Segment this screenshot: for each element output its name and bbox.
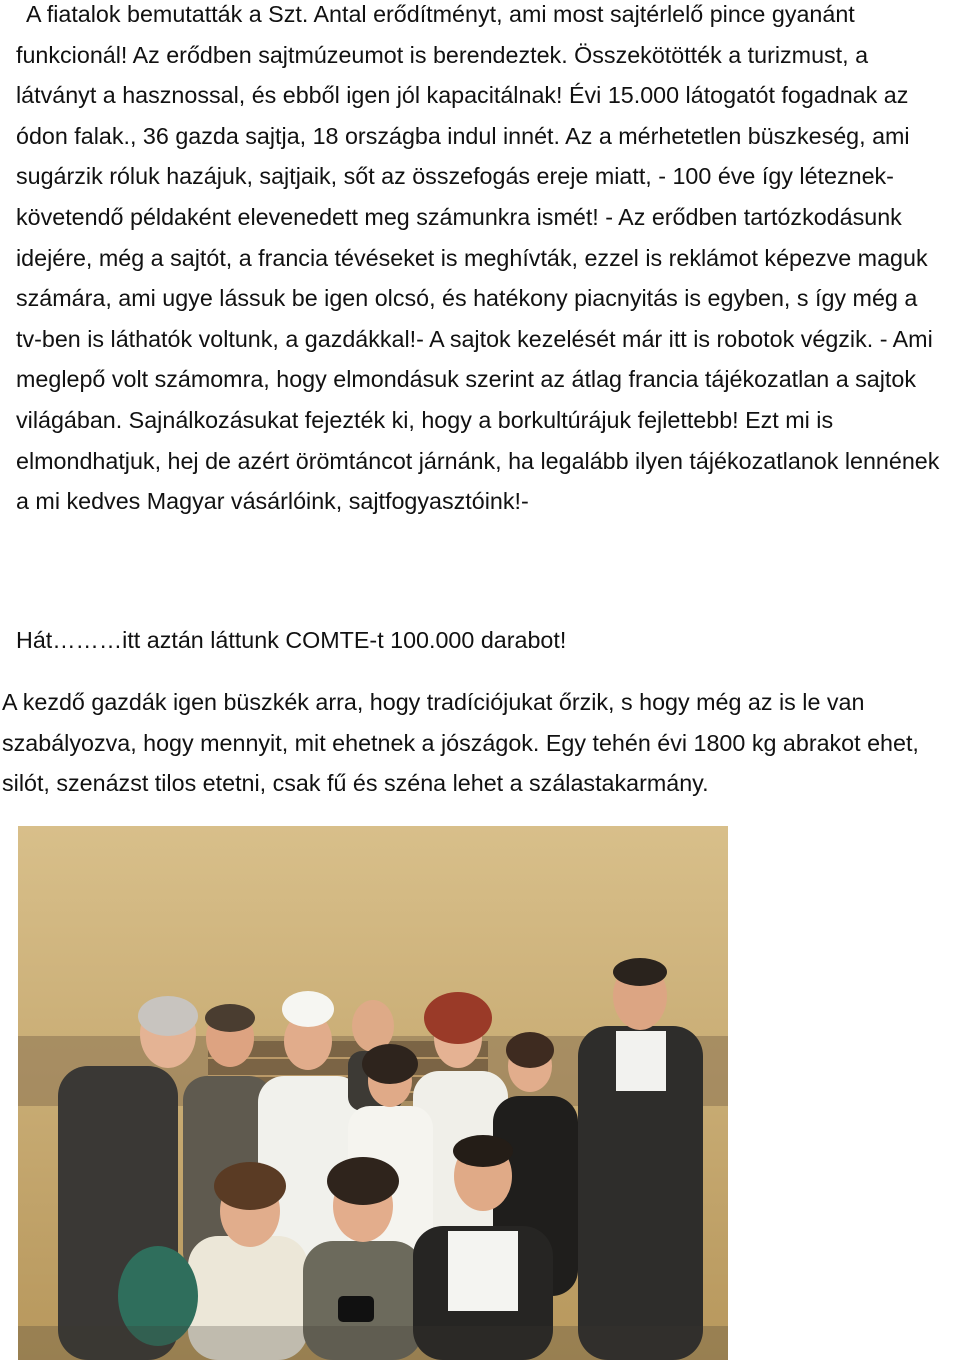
paragraph-comte: Hát………itt aztán láttunk COMTE-t 100.000 darabot!	[16, 627, 567, 653]
photo-floor	[18, 1326, 728, 1360]
group-photo-illustration	[18, 826, 728, 1360]
paragraph-intro	[16, 0, 946, 522]
paragraph-intro-text: A fiatalok bemutatták a Szt. Antal erődítményt, ami most sajtérlelő pince gyanánt funkcionál! Az erődben sajtmúzeumot is berendeztek. Összekötötték a turizmust, a látványt a hasznossal, és ebből igen jól kapacitálnak! Évi 15.000 látogatót fogadnak az ódon falak., 36 gazda sajtja, 18 országba indul innét. Az a mérhetetlen büszkeség, ami sugárzik róluk hazájuk, sajtjaik, sőt az összefogás ereje miatt, - 100 éve így léteznek- követendő példaként elevenedett meg számunkra ismét! - Az erődben tartózkodásunk idejére, még a sajtót, a francia tévéseket is meghívták, ezzel is reklámot képezve maguk számára, ami ugye lássuk be igen olcsó, és hatékony piacnyitás is egyben, s így még a tv-ben is láthatók voltunk, a gazdákkal!- A sajtok kezelését már itt is robotok végzik. - Ami meglepő volt számomra, hogy elmondásuk szerint az átlag francia tájékozatlan a sajtok világában. Sajnálkozásukat fejezték ki, hogy a borkultúrájuk fejlettebb! Ezt mi is elmondhatjuk, hej de azért örömtáncot járnánk, ha legalább ilyen tájékozatlanok lennének a mi kedves Magyar vásárlóink, sajtfogyasztóink!-	[16, 1, 940, 515]
group-photo	[18, 826, 728, 1360]
paragraph-farmers: A kezdő gazdák igen büszkék arra, hogy tradíciójukat őrzik, s hogy még az is le van szabályozva, hogy mennyit, mit ehetnek a jószágok. Egy tehén évi 1800 kg abrakot ehet, silót, szenázst tilos etetni, csak fű és széna lehet a szálastakarmány.	[2, 689, 919, 797]
